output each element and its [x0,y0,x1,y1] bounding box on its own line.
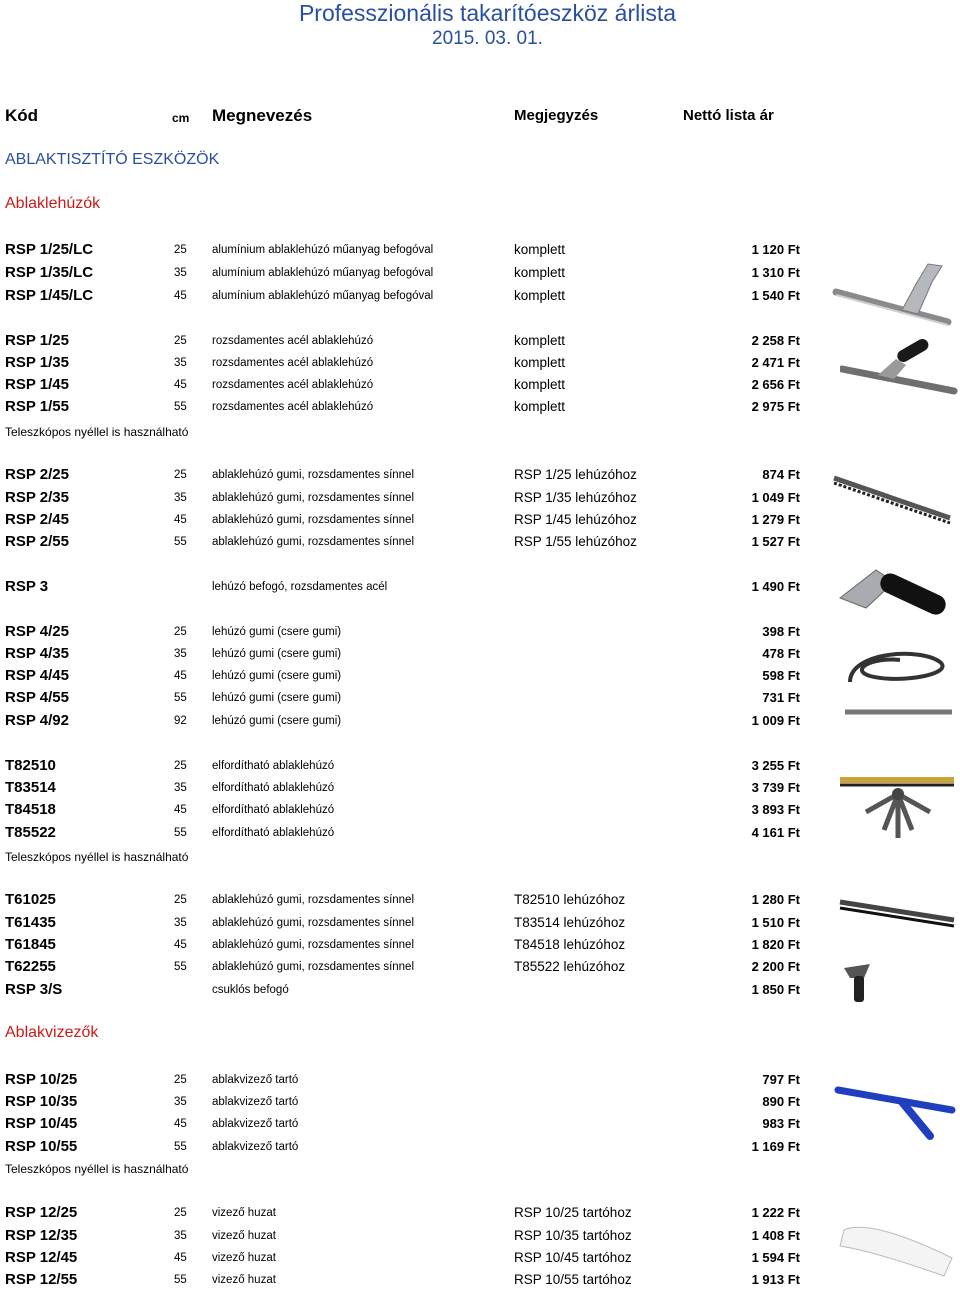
product-code: RSP 12/55 [5,1271,78,1288]
size-cm: 45 [174,1118,187,1130]
product-code: RSP 2/45 [5,511,69,528]
size-cm: 45 [174,514,187,526]
net-price: 1 913 Ft [751,1272,800,1287]
net-price: 4 161 Ft [751,825,800,840]
product-name: ablakvizező tartó [212,1141,299,1153]
product-code: RSP 10/55 [5,1138,78,1155]
channel-blade-icon [836,888,960,948]
product-name: ablaklehúzó gumi, rozsdamentes sínnel [212,492,415,504]
net-price: 2 200 Ft [751,959,800,974]
column-header-note: Megjegyzés [514,107,599,124]
product-code: RSP 3 [5,578,49,595]
product-name: ablaklehúzó gumi, rozsdamentes sínnel [212,469,415,481]
product-note: RSP 1/25 lehúzóhoz [514,467,637,482]
product-note: RSP 10/55 tartóhoz [514,1272,632,1287]
product-name: alumínium ablaklehúzó műanyag befogóval [212,244,434,256]
net-price: 1 408 Ft [751,1228,800,1243]
net-price: 1 169 Ft [751,1139,800,1154]
product-name: rozsdamentes acél ablaklehúzó [212,357,374,369]
table-row [0,1136,960,1158]
net-price: 3 893 Ft [751,802,800,817]
size-cm: 25 [174,760,187,772]
table-row [0,396,960,418]
product-note: RSP 1/55 lehúzóhoz [514,534,637,549]
product-code: RSP 10/45 [5,1115,78,1132]
net-price: 1 049 Ft [751,490,800,505]
product-note: RSP 10/35 tartóhoz [514,1228,632,1243]
product-code: RSP 12/35 [5,1227,78,1244]
product-note: T85522 lehúzóhoz [514,959,626,974]
product-code: T61845 [5,936,56,953]
table-row [0,374,960,396]
product-code: RSP 12/25 [5,1204,78,1221]
product-name: lehúzó gumi (csere gumi) [212,715,342,727]
product-code: T62255 [5,958,56,975]
product-code: RSP 2/35 [5,489,69,506]
column-header-cm: cm [172,111,190,125]
category-heading: ABLAKTISZTÍTÓ ESZKÖZÖK [5,151,220,168]
net-price: 1 120 Ft [751,242,800,257]
table-row [0,687,960,709]
table-row [0,509,960,531]
table-row [0,889,960,911]
size-cm: 55 [174,692,187,704]
table-row [0,531,960,553]
size-cm: 55 [174,1274,187,1286]
table-row [0,822,960,844]
product-code: RSP 4/25 [5,623,69,640]
product-note: komplett [514,355,566,370]
size-cm: 25 [174,335,187,347]
product-code: T85522 [5,824,56,841]
size-cm: 55 [174,536,187,548]
product-name: rozsdamentes acél ablaklehúzó [212,335,374,347]
table-row [0,285,960,307]
size-cm: 35 [174,648,187,660]
column-header-code: Kód [5,106,39,125]
net-price: 874 Ft [762,467,800,482]
size-cm: 25 [174,244,187,256]
product-code: RSP 4/55 [5,689,69,706]
table-row [0,643,960,665]
size-cm: 45 [174,290,187,302]
product-note: RSP 10/25 tartóhoz [514,1205,632,1220]
telescopic-note: Teleszkópos nyéllel is használható [5,1162,189,1176]
table-row [0,1269,960,1291]
table-row [0,1225,960,1247]
table-row [0,262,960,284]
net-price: 1 279 Ft [751,512,800,527]
product-note: T82510 lehúzóhoz [514,892,626,907]
size-cm: 55 [174,827,187,839]
table-row [0,934,960,956]
product-code: RSP 2/25 [5,466,69,483]
product-name: ablaklehúzó gumi, rozsdamentes sínnel [212,536,415,548]
product-name: vizező huzat [212,1274,276,1286]
size-cm: 92 [174,715,187,727]
net-price: 1 490 Ft [751,579,800,594]
product-code: RSP 10/35 [5,1093,78,1110]
table-row [0,777,960,799]
table-row [0,464,960,486]
table-row [0,799,960,821]
product-name: alumínium ablaklehúzó műanyag befogóval [212,267,434,279]
aluminium-squeegee-icon [832,262,957,330]
product-code: T61025 [5,891,56,908]
net-price: 797 Ft [762,1072,800,1087]
t-bar-washer-icon [832,1080,960,1142]
table-row [0,710,960,732]
table-row [0,621,960,643]
table-row [0,576,960,598]
product-note: T83514 lehúzóhoz [514,915,626,930]
washer-sleeve-icon [836,1210,960,1284]
product-note: komplett [514,288,566,303]
net-price: 2 975 Ft [751,399,800,414]
product-name: ablakvizező tartó [212,1096,299,1108]
product-name: elfordítható ablaklehúzó [212,782,335,794]
net-price: 983 Ft [762,1116,800,1131]
page-title: Professzionális takarítóeszköz árlista [298,0,677,26]
product-code: RSP 2/55 [5,533,69,550]
product-code: RSP 1/35/LC [5,264,94,281]
net-price: 398 Ft [762,624,800,639]
product-name: ablakvizező tartó [212,1074,299,1086]
telescopic-note: Teleszkópos nyéllel is használható [5,425,189,439]
steel-squeegee-icon [840,335,960,407]
product-code: RSP 12/45 [5,1249,78,1266]
size-cm: 25 [174,626,187,638]
product-note: RSP 1/45 lehúzóhoz [514,512,637,527]
table-row [0,330,960,352]
net-price: 1 510 Ft [751,915,800,930]
product-name: rozsdamentes acél ablaklehúzó [212,379,374,391]
net-price: 1 850 Ft [751,982,800,997]
product-note: komplett [514,242,566,257]
telescopic-note: Teleszkópos nyéllel is használható [5,850,189,864]
product-name: rozsdamentes acél ablaklehúzó [212,401,374,413]
table-row [0,239,960,261]
size-cm: 25 [174,469,187,481]
size-cm: 45 [174,1252,187,1264]
product-name: lehúzó gumi (csere gumi) [212,648,342,660]
net-price: 890 Ft [762,1094,800,1109]
size-cm: 25 [174,894,187,906]
size-cm: 35 [174,917,187,929]
table-row [0,487,960,509]
product-code: T83514 [5,779,56,796]
net-price: 1 820 Ft [751,937,800,952]
net-price: 2 258 Ft [751,333,800,348]
size-cm: 55 [174,1141,187,1153]
product-name: vizező huzat [212,1230,276,1242]
size-cm: 55 [174,401,187,413]
rubber-strip-icon [840,642,958,722]
table-row [0,1202,960,1224]
product-code: RSP 4/35 [5,645,69,662]
table-row [0,1247,960,1269]
rubber-blade-channel-icon [832,470,957,528]
product-name: elfordítható ablaklehúzó [212,804,335,816]
product-name: ablaklehúzó gumi, rozsdamentes sínnel [212,961,415,973]
net-price: 598 Ft [762,668,800,683]
size-cm: 35 [174,782,187,794]
size-cm: 45 [174,379,187,391]
product-note: komplett [514,399,566,414]
size-cm: 45 [174,804,187,816]
size-cm: 45 [174,939,187,951]
product-name: lehúzó befogó, rozsdamentes acél [212,581,388,593]
table-row [0,1069,960,1091]
product-code: RSP 1/35 [5,354,69,371]
product-code: RSP 1/55 [5,398,69,415]
product-name: vizező huzat [212,1207,276,1219]
product-code: RSP 1/25/LC [5,241,94,258]
product-code: T84518 [5,801,56,818]
net-price: 1 009 Ft [751,713,800,728]
product-name: ablakvizező tartó [212,1118,299,1130]
net-price: 478 Ft [762,646,800,661]
product-code: RSP 4/92 [5,712,69,729]
product-name: alumínium ablaklehúzó műanyag befogóval [212,290,434,302]
net-price: 1 222 Ft [751,1205,800,1220]
product-code: RSP 1/25 [5,332,69,349]
product-note: komplett [514,333,566,348]
column-header-name: Megnevezés [212,106,313,125]
table-row [0,755,960,777]
size-cm: 35 [174,267,187,279]
product-name: elfordítható ablaklehúzó [212,760,335,772]
table-row [0,352,960,374]
product-code: RSP 1/45 [5,376,69,393]
size-cm: 25 [174,1207,187,1219]
swivel-handle-icon [840,960,880,1006]
swivel-squeegee-icon [836,752,960,844]
size-cm: 55 [174,961,187,973]
product-code: RSP 4/45 [5,667,69,684]
size-cm: 35 [174,1230,187,1242]
product-code: T61435 [5,914,56,931]
table-row [0,956,960,978]
net-price: 1 310 Ft [751,265,800,280]
product-code: T82510 [5,757,56,774]
product-note: RSP 10/45 tartóhoz [514,1250,632,1265]
table-row [0,1113,960,1135]
net-price: 2 656 Ft [751,377,800,392]
section-heading-ablakvizezok: Ablakvizezők [5,1024,99,1041]
net-price: 3 739 Ft [751,780,800,795]
squeegee-handle-icon [836,562,956,632]
product-code: RSP 1/45/LC [5,287,94,304]
table-row [0,665,960,687]
product-name: elfordítható ablaklehúzó [212,827,335,839]
net-price: 1 594 Ft [751,1250,800,1265]
product-name: lehúzó gumi (csere gumi) [212,692,342,704]
price-list-date: 2015. 03. 01. [432,28,543,49]
size-cm: 35 [174,492,187,504]
table-row [0,912,960,934]
size-cm: 25 [174,1074,187,1086]
product-name: ablaklehúzó gumi, rozsdamentes sínnel [212,939,415,951]
table-row [0,979,960,1001]
size-cm: 35 [174,357,187,369]
net-price: 1 527 Ft [751,534,800,549]
product-note: T84518 lehúzóhoz [514,937,626,952]
product-name: lehúzó gumi (csere gumi) [212,626,342,638]
product-name: lehúzó gumi (csere gumi) [212,670,342,682]
size-cm: 45 [174,670,187,682]
net-price: 1 540 Ft [751,288,800,303]
table-row [0,1091,960,1113]
net-price: 3 255 Ft [751,758,800,773]
product-name: ablaklehúzó gumi, rozsdamentes sínnel [212,917,415,929]
product-note: komplett [514,265,566,280]
product-code: RSP 3/S [5,981,63,998]
product-name: vizező huzat [212,1252,276,1264]
product-code: RSP 10/25 [5,1071,78,1088]
column-header-price: Nettó lista ár [683,107,774,124]
product-name: ablaklehúzó gumi, rozsdamentes sínnel [212,514,415,526]
product-name: ablaklehúzó gumi, rozsdamentes sínnel [212,894,415,906]
section-heading-ablaklehuzok: Ablaklehúzók [5,195,101,212]
product-name: csuklós befogó [212,984,289,996]
net-price: 2 471 Ft [751,355,800,370]
product-note: RSP 1/35 lehúzóhoz [514,490,637,505]
net-price: 1 280 Ft [751,892,800,907]
product-note: komplett [514,377,566,392]
size-cm: 35 [174,1096,187,1108]
net-price: 731 Ft [762,690,800,705]
